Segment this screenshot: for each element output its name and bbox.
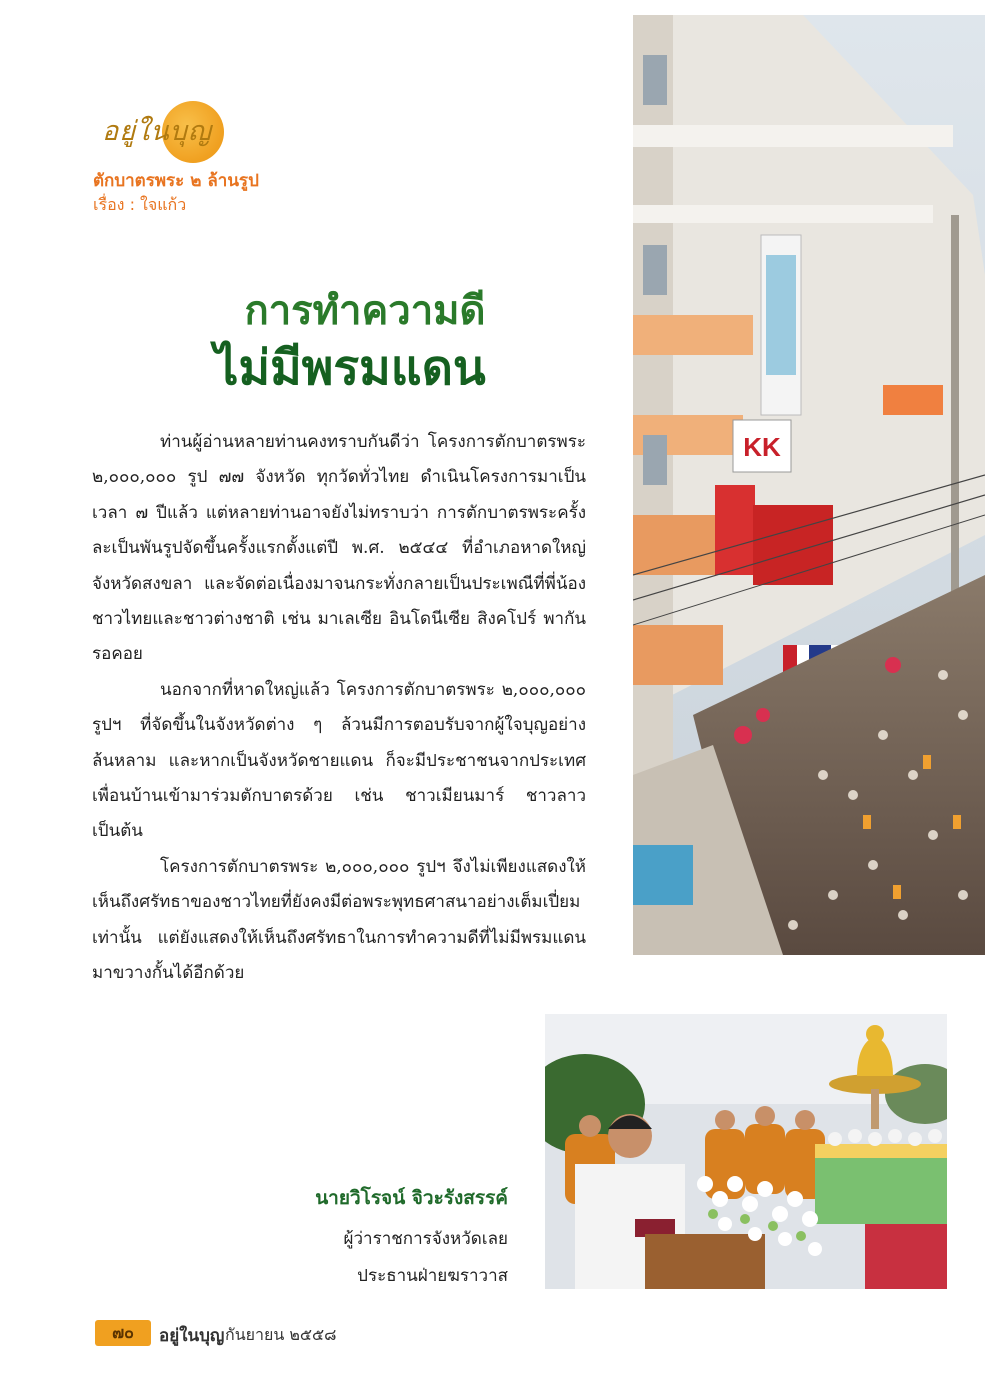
caption-name: นายวิโรจน์ จิวะรังสรรค์: [315, 1187, 508, 1209]
column-name: ตักบาตรพระ ๒ ล้านรูป: [93, 171, 259, 191]
article-title-line-2: ไม่มีพรมแดน: [214, 340, 486, 396]
paragraph: นอกจากที่หาดใหญ่แล้ว โครงการตักบาตรพระ ๒,๐๐๐,๐๐๐ รูปฯ ที่จัดขึ้นในจังหวัดต่าง ๆ ล้วนมีการตอบรับจากผู้ใจบุญอย่างล้นหลาม และหากเป็นจังหวัดชายแดน ก็จะมีประชาชนจากประเทศเพื่อนบ้านเข้ามาร่วมตักบาตรด้วย เช่น ชาวเมียนมาร์ ชาวลาว เป็นต้น: [92, 679, 586, 842]
byline: เรื่อง : ใจแก้ว: [93, 195, 187, 214]
page-number: ๗๐: [95, 1320, 151, 1346]
street-alms-photo: [633, 15, 985, 955]
issue-date: กันยายน ๒๕๕๘: [225, 1325, 337, 1344]
magazine-name: อยู่ในบุญ: [159, 1326, 225, 1346]
governor-photo: [545, 1014, 947, 1289]
kk-sign-text: KK: [743, 432, 781, 462]
article-body: [92, 425, 586, 992]
article-title-line-1: การทำความดี: [244, 287, 486, 334]
logo-text: อยู่ในบุญ: [102, 116, 212, 147]
paragraph: ท่านผู้อ่านหลายท่านคงทราบกันดีว่า โครงการตักบาตรพระ ๒,๐๐๐,๐๐๐ รูป ๗๗ จังหวัด ทุกวัดทั่วไทย ดำเนินโครงการมาเป็นเวลา ๗ ปีแล้ว แต่หลายท่านอาจยังไม่ทราบว่า การตักบาตรพระครั้งละเป็นพันรูปจัดขึ้นครั้งแรกตั้งแต่ปี พ.ศ. ๒๕๔๔ ที่อำเภอหาดใหญ่ จังหวัดสงขลา และจัดต่อเนื่องมาจนกระทั่งกลายเป็นประเพณีที่พี่น้องชาวไทยและชาวต่างชาติ เช่น มาเลเซีย อินโดนีเซีย สิงคโปร์ พากันรอคอย: [92, 432, 586, 665]
paragraph: โครงการตักบาตรพระ ๒,๐๐๐,๐๐๐ รูปฯ จึงไม่เพียงแสดงให้เห็นถึงศรัทธาของชาวไทยที่ยังคงมีต่อพระพุทธศาสนาอย่างเต็มเปี่ยมเท่านั้น แต่ยังแสดงให้เห็นถึงศรัทธาในการทำความดีที่ไม่มีพรมแดนมาขวางกั้นได้อีกด้วย: [92, 856, 586, 984]
photo-caption: [315, 1183, 508, 1299]
caption-title-1: ผู้ว่าราชการจังหวัดเลย: [343, 1229, 508, 1249]
caption-title-2: ประธานฝ่ายฆราวาส: [357, 1266, 508, 1286]
magazine-logo: [100, 95, 230, 165]
